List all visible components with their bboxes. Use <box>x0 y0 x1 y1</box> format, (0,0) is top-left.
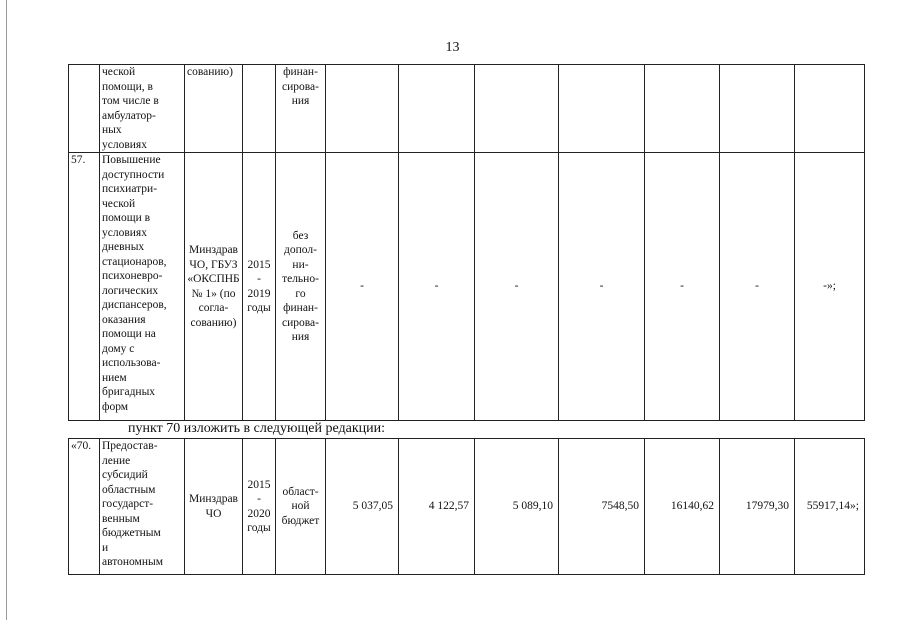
funding-source-cell: без допол- ни- тельно- го финан- сирова- ния <box>276 153 326 421</box>
value-cell: - <box>326 153 399 421</box>
value-cell <box>326 65 399 153</box>
value-cell: - <box>559 153 645 421</box>
value-cell: 4 122,57 <box>399 439 475 575</box>
funding-source-cell: финан- сирова- ния <box>276 65 326 153</box>
value-cell: - <box>399 153 475 421</box>
activity-name-cell: Повышение доступности психиатри- ческой помощи в условиях дневных стационаров, психоневро- логических диспансеров, оказания помощи на дому с использова- нием бригадных форм <box>100 153 185 421</box>
value-cell <box>559 65 645 153</box>
value-cell <box>645 65 720 153</box>
value-cell: - <box>475 153 559 421</box>
period-cell <box>243 65 276 153</box>
activity-name-cell: ческой помощи, в том числе в амбулатор- ных условиях <box>100 65 185 153</box>
value-cell <box>475 65 559 153</box>
funding-source-cell: област- ной бюджет <box>276 439 326 575</box>
amendment-instruction: пункт 70 изложить в следующей редакции: <box>128 421 385 436</box>
table-row-continuation <box>69 65 865 153</box>
page-number: 13 <box>445 40 460 55</box>
value-cell: 55917,14»; <box>795 439 865 575</box>
executor-cell: сованию) <box>185 65 243 153</box>
value-cell: 5 089,10 <box>475 439 559 575</box>
period-cell: 2015 - 2019 годы <box>243 153 276 421</box>
row-number-cell: 57. <box>69 153 100 421</box>
value-cell <box>795 65 865 153</box>
row-number-cell <box>69 65 100 153</box>
period-cell: 2015 - 2020 годы <box>243 439 276 575</box>
table-row-70 <box>69 439 865 575</box>
executor-cell: Минздрав ЧО <box>185 439 243 575</box>
value-cell: 17979,30 <box>720 439 795 575</box>
value-cell: 7548,50 <box>559 439 645 575</box>
left-margin-line <box>6 0 7 620</box>
program-table-continued <box>68 64 865 421</box>
value-cell: - <box>645 153 720 421</box>
value-cell: 5 037,05 <box>326 439 399 575</box>
value-cell: - <box>720 153 795 421</box>
activity-name-cell: Предостав- ление субсидий областным государст- венным бюджетным и автономным <box>100 439 185 575</box>
row-number-cell: «70. <box>69 439 100 575</box>
value-cell: -»; <box>795 153 865 421</box>
program-table-item-70 <box>68 438 865 575</box>
table-row-57 <box>69 153 865 421</box>
executor-cell: Минздрав ЧО, ГБУЗ «ОКСПНБ № 1» (по согла- сованию) <box>185 153 243 421</box>
value-cell <box>720 65 795 153</box>
value-cell: 16140,62 <box>645 439 720 575</box>
value-cell <box>399 65 475 153</box>
